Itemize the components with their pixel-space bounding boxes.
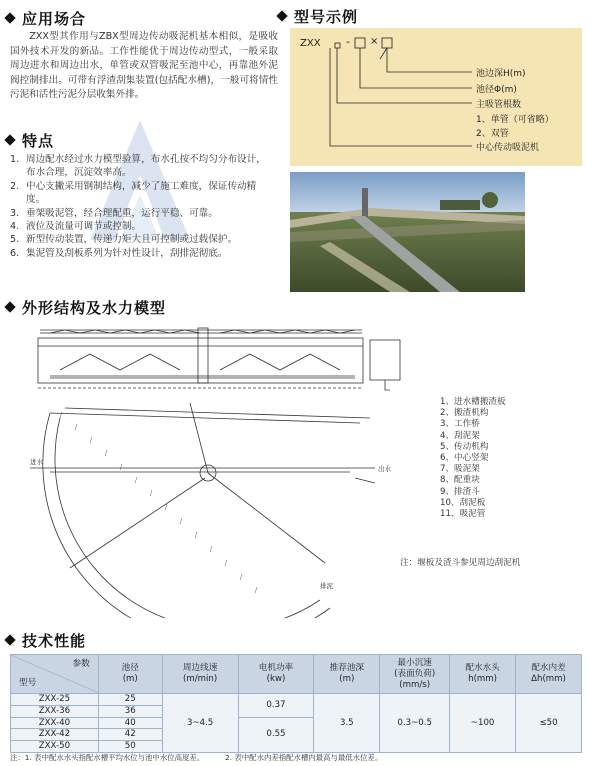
cell-depth: 3.5 [314, 694, 380, 753]
model-label: 1、单管（可省略） [476, 115, 554, 125]
model-code-prefix: ZXX [300, 38, 321, 49]
diamond-bullet-icon [4, 301, 15, 312]
feature-item: 2. 中心支撇采用钢制结构，减少了施工难度，保证传动精度。 [10, 180, 257, 206]
cell-power: 0.55 [238, 717, 314, 752]
diamond-bullet-icon [4, 634, 15, 645]
legend-item: 6、中心竖架 [440, 453, 489, 464]
structure-drawing [30, 318, 420, 618]
cell-model: ZXX-42 [11, 729, 99, 741]
drain-label: 排泥 [320, 582, 333, 590]
legend-item: 5、传动机构 [440, 441, 489, 452]
cell-model: ZXX-40 [11, 717, 99, 729]
cell-diameter: 25 [98, 694, 162, 706]
legend-item: 3、工作桥 [440, 419, 480, 430]
legend-item: 4、刮泥架 [440, 430, 480, 441]
cell-diameter: 50 [98, 741, 162, 753]
feature-item: 4. 液位及流量可调节或控制。 [10, 221, 142, 233]
model-example-box [290, 28, 582, 166]
cell-speed: 3~4.5 [162, 694, 238, 753]
col-header: 电机功率 (kw) [238, 655, 314, 694]
footnote: 注：1. 表中配水水头指配水槽平均水位与池中水位高度差。 [10, 753, 205, 762]
inlet-label: 进水 [30, 458, 43, 466]
legend-item: 1、进水槽搬渣板 [440, 397, 506, 407]
legend-item: 11、吸泥管 [440, 509, 486, 520]
section-title-performance: 技术性能 [6, 630, 86, 651]
cell-model: ZXX-25 [11, 694, 99, 706]
model-label: 2、双管 [476, 129, 509, 139]
cell-power: 0.37 [238, 694, 314, 718]
section-title-model: 型号示例 [278, 6, 358, 27]
structure-legend [440, 397, 506, 520]
diamond-bullet-icon [276, 10, 287, 21]
diamond-bullet-icon [4, 134, 15, 145]
model-label: 主吸管根数 [476, 100, 522, 110]
legend-item: 7、吸泥架 [440, 464, 480, 475]
cell-diameter: 40 [98, 717, 162, 729]
structure-note: 注：堰板及渣斗参见周边刮泥机 [400, 558, 521, 568]
model-label: 池边深H(m) [476, 69, 526, 79]
legend-item: 9、排渣斗 [440, 486, 480, 497]
col-header: 池径 (m) [98, 655, 162, 694]
feature-item: 1. 周边配水经过水力模型验算，布水孔按不均匀分布设计，布水合理，沉淀效率高。 [10, 154, 266, 179]
section-title-structure: 外形结构及水力模型 [6, 297, 166, 318]
section-title-application: 应用场合 [6, 8, 86, 29]
col-header: 周边线速 (m/min) [162, 655, 238, 694]
outlet-label: 出水 [378, 465, 391, 473]
legend-item: 2、搬渣机构 [440, 408, 489, 419]
legend-item: 8、配重块 [440, 475, 480, 486]
feature-item: 5. 新型传动装置，传递力矩大且可控制或过载保护。 [10, 234, 238, 246]
cell-diameter: 36 [98, 705, 162, 717]
cell-diameter: 42 [98, 729, 162, 741]
feature-item: 6. 集泥管及刮板系列为针对性设计，刮排泥彻底。 [10, 247, 228, 259]
legend-item: 10、刮泥板 [440, 497, 486, 508]
col-header: 最小沉速 (表面负荷) (mm/s) [380, 655, 450, 694]
model-label: 中心传动吸泥机 [476, 143, 540, 153]
cell-model: ZXX-36 [11, 705, 99, 717]
col-header: 配水内差 Δh(mm) [516, 655, 582, 694]
feature-item: 3. 垂架吸泥管，经合理配重，运行平稳、可靠。 [10, 207, 218, 219]
performance-table [10, 654, 582, 753]
footnote: 2. 表中配水内差指配水槽内最高与最低水位差。 [225, 753, 383, 762]
section-title-features: 特点 [6, 130, 54, 151]
col-header: 配水水头 h(mm) [450, 655, 516, 694]
model-label: 池径Φ(m) [476, 85, 517, 95]
diamond-bullet-icon [4, 12, 15, 23]
cell-head: ~100 [450, 694, 516, 753]
clarifier-photo [290, 172, 525, 292]
cell-settle: 0.3~0.5 [380, 694, 450, 753]
application-paragraph: ZXX型其作用与ZBX型周边传动吸泥机基本相似，是吸收国外技术开发的新品。工作性能优于周边传动型式，一般采取周边进水和周边出水，单管或双管吸泥至池中心，再靠池外泥阀控制排出。可带有浮渣刮集装置(包括配水槽)，一般可将情性污泥和活性污泥分层收集外排。 [10, 31, 278, 100]
model-code-times: × [370, 36, 379, 47]
cell-model: ZXX-50 [11, 741, 99, 753]
table-corner-header: 参数 型号 [11, 655, 99, 694]
features-list [10, 153, 275, 260]
col-header: 推荐池深 (m) [314, 655, 380, 694]
cell-diff: ≤50 [516, 694, 582, 753]
model-code-dash: - [346, 35, 350, 48]
table-row [11, 694, 582, 706]
